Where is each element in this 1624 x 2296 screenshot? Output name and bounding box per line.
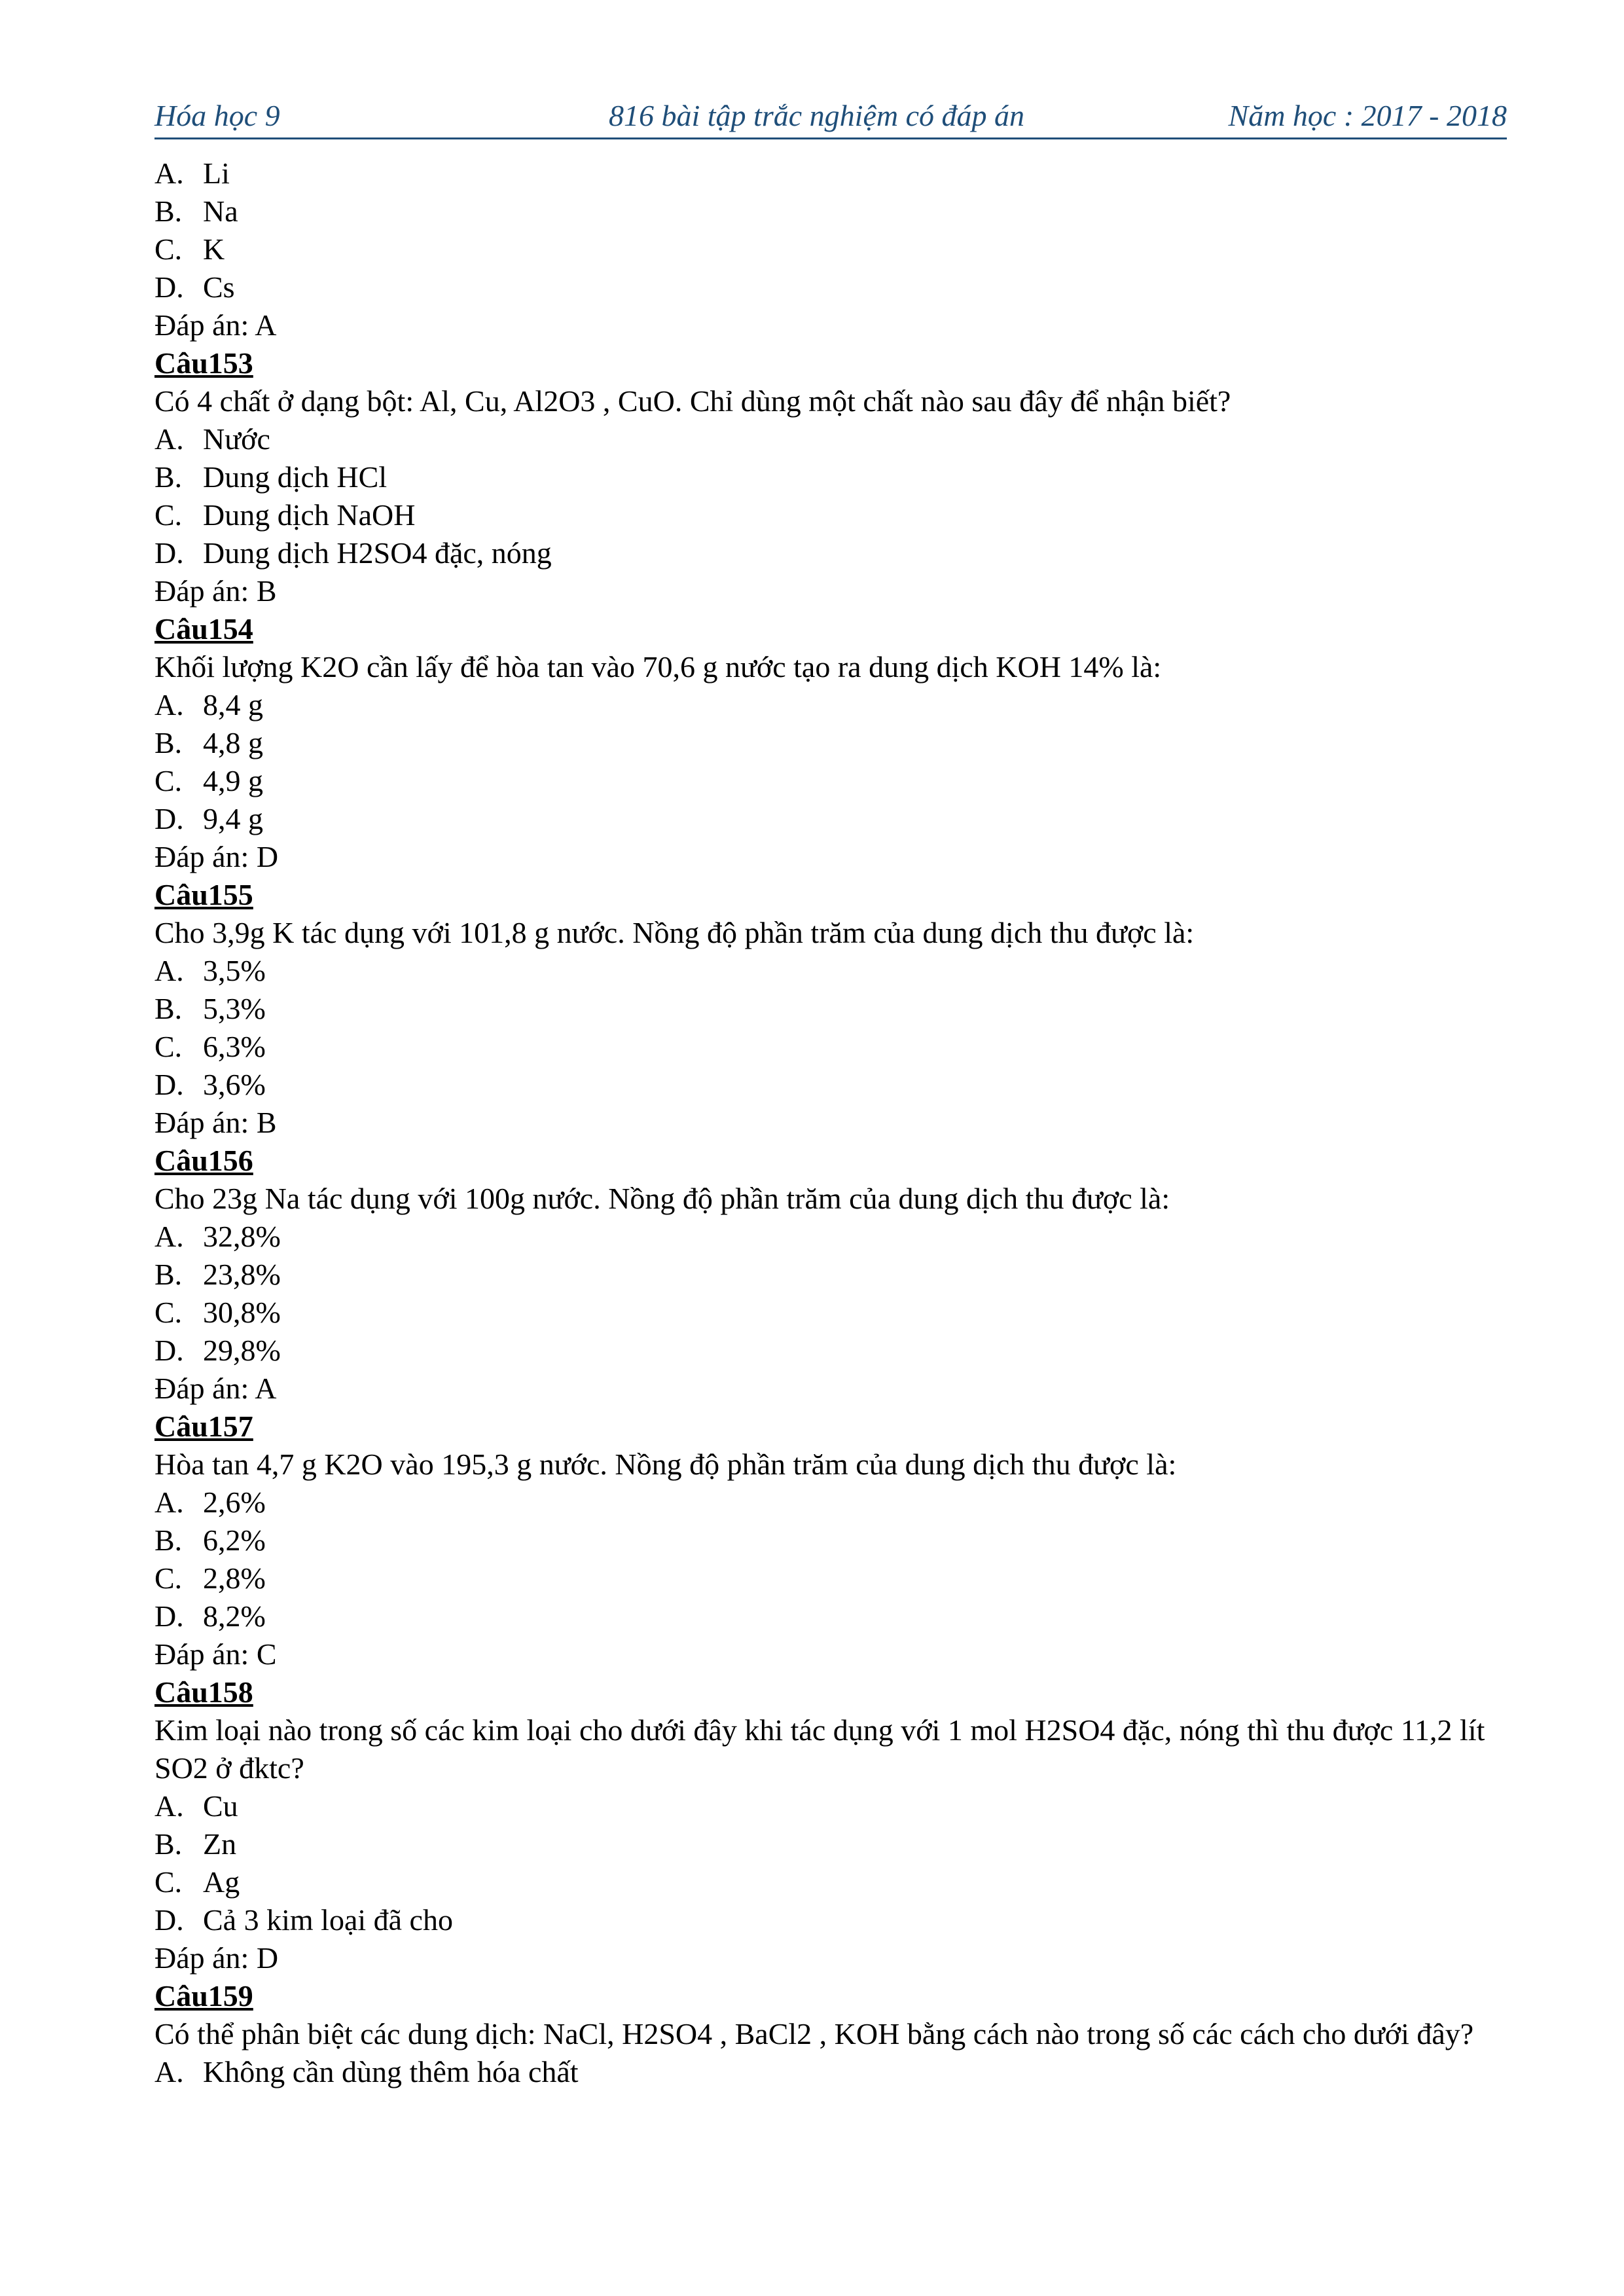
question-text: Cho 3,9g K tác dụng với 101,8 g nước. Nồng độ phần trăm của dung dịch thu được là: xyxy=(154,916,1195,949)
option-text: Cu xyxy=(203,1789,238,1823)
question-block-155 xyxy=(154,876,1507,1142)
answer-line: Đáp án: C xyxy=(154,1637,277,1671)
option-letter: B. xyxy=(154,194,183,228)
option-d xyxy=(154,1332,1507,1370)
question-label: Câu156 xyxy=(154,1144,253,1177)
question-block-154 xyxy=(154,610,1507,876)
option-c xyxy=(154,762,1507,800)
option-text: Cả 3 kim loại đã cho xyxy=(203,1903,453,1937)
option-text: 29,8% xyxy=(203,1334,281,1367)
question-block-156 xyxy=(154,1142,1507,1408)
option-letter: D. xyxy=(154,1334,184,1367)
question-label: Câu158 xyxy=(154,1675,253,1709)
option-letter: B. xyxy=(154,1523,183,1557)
option-d xyxy=(154,1066,1507,1104)
option-c xyxy=(154,496,1507,534)
option-b xyxy=(154,458,1507,496)
option-letter: A. xyxy=(154,1220,184,1253)
option-b xyxy=(154,724,1507,762)
option-c xyxy=(154,1863,1507,1901)
option-letter: C. xyxy=(154,498,183,532)
option-text: Dung dịch NaOH xyxy=(203,498,416,532)
option-text: 3,6% xyxy=(203,1068,266,1101)
option-text: 30,8% xyxy=(203,1296,281,1329)
option-b xyxy=(154,1256,1507,1294)
question-label: Câu155 xyxy=(154,878,253,911)
question-block-159 xyxy=(154,1977,1507,2091)
question-block-153 xyxy=(154,344,1507,610)
option-letter: C. xyxy=(154,1296,183,1329)
option-letter: C. xyxy=(154,764,183,797)
option-d xyxy=(154,1597,1507,1635)
option-text: K xyxy=(203,232,225,266)
option-text: 6,2% xyxy=(203,1523,266,1557)
option-text: Dung dịch H2SO4 đặc, nóng xyxy=(203,536,552,570)
option-text: 4,9 g xyxy=(203,764,263,797)
option-text: 8,4 g xyxy=(203,688,263,721)
option-letter: D. xyxy=(154,1068,184,1101)
question-text: Có 4 chất ở dạng bột: Al, Cu, Al2O3 , CuO. Chỉ dùng một chất nào sau đây để nhận biết? xyxy=(154,384,1231,418)
option-letter: C. xyxy=(154,1865,183,1899)
option-letter: A. xyxy=(154,2055,184,2088)
option-a xyxy=(154,155,1507,192)
option-letter: D. xyxy=(154,1599,184,1633)
answer-line: Đáp án: A xyxy=(154,1372,277,1405)
option-d xyxy=(154,1901,1507,1939)
option-letter: B. xyxy=(154,460,183,494)
option-text: 32,8% xyxy=(203,1220,281,1253)
question-text: Kim loại nào trong số các kim loại cho dưới đây khi tác dụng với 1 mol H2SO4 đặc, nóng thì thu được 11,2 lít SO2 ở đktc? xyxy=(154,1713,1485,1785)
question-label: Câu153 xyxy=(154,346,253,380)
option-b xyxy=(154,1825,1507,1863)
header-title: 816 bài tập trắc nghiệm có đáp án xyxy=(609,99,1024,132)
option-text: 8,2% xyxy=(203,1599,266,1633)
option-text: Không cần dùng thêm hóa chất xyxy=(203,2055,579,2088)
option-a xyxy=(154,952,1507,990)
option-text: 3,5% xyxy=(203,954,266,987)
page-header xyxy=(154,96,1507,139)
header-school-year: Năm học : 2017 - 2018 xyxy=(1228,99,1507,132)
option-letter: D. xyxy=(154,270,184,304)
option-letter: D. xyxy=(154,1903,184,1937)
option-b xyxy=(154,990,1507,1028)
option-text: 2,6% xyxy=(203,1485,266,1519)
option-d xyxy=(154,268,1507,306)
option-letter: C. xyxy=(154,1561,183,1595)
option-letter: A. xyxy=(154,1485,184,1519)
option-a xyxy=(154,1218,1507,1256)
question-block-prev xyxy=(154,155,1507,344)
option-letter: A. xyxy=(154,156,184,190)
option-text: 4,8 g xyxy=(203,726,263,759)
header-subject: Hóa học 9 xyxy=(154,99,280,132)
question-label: Câu159 xyxy=(154,1979,253,2013)
option-c xyxy=(154,1294,1507,1332)
option-text: 23,8% xyxy=(203,1258,281,1291)
option-letter: A. xyxy=(154,954,184,987)
question-text: Hòa tan 4,7 g K2O vào 195,3 g nước. Nồng độ phần trăm của dung dịch thu được là: xyxy=(154,1448,1177,1481)
option-c xyxy=(154,230,1507,268)
option-letter: B. xyxy=(154,992,183,1025)
answer-line: Đáp án: D xyxy=(154,1941,279,1975)
option-letter: A. xyxy=(154,422,184,456)
question-label: Câu154 xyxy=(154,612,253,646)
question-text: Cho 23g Na tác dụng với 100g nước. Nồng độ phần trăm của dung dịch thu được là: xyxy=(154,1182,1170,1215)
answer-line: Đáp án: B xyxy=(154,1106,277,1139)
option-letter: C. xyxy=(154,1030,183,1063)
option-c xyxy=(154,1559,1507,1597)
option-a xyxy=(154,2053,1507,2091)
option-a xyxy=(154,1787,1507,1825)
option-letter: B. xyxy=(154,1827,183,1861)
answer-line: Đáp án: B xyxy=(154,574,277,608)
option-letter: A. xyxy=(154,688,184,721)
option-letter: B. xyxy=(154,1258,183,1291)
option-letter: A. xyxy=(154,1789,184,1823)
option-text: 6,3% xyxy=(203,1030,266,1063)
option-text: Zn xyxy=(203,1827,237,1861)
option-c xyxy=(154,1028,1507,1066)
option-text: 5,3% xyxy=(203,992,266,1025)
option-letter: B. xyxy=(154,726,183,759)
question-label: Câu157 xyxy=(154,1410,253,1443)
option-letter: D. xyxy=(154,536,184,570)
document-body xyxy=(154,155,1507,2091)
option-b xyxy=(154,192,1507,230)
option-text: 2,8% xyxy=(203,1561,266,1595)
option-text: Li xyxy=(203,156,230,190)
question-block-158 xyxy=(154,1673,1507,1977)
question-block-157 xyxy=(154,1408,1507,1673)
option-letter: C. xyxy=(154,232,183,266)
option-letter: D. xyxy=(154,802,184,835)
option-text: 9,4 g xyxy=(203,802,263,835)
option-a xyxy=(154,1484,1507,1522)
option-text: Cs xyxy=(203,270,235,304)
option-a xyxy=(154,686,1507,724)
option-d xyxy=(154,534,1507,572)
option-text: Ag xyxy=(203,1865,240,1899)
option-text: Na xyxy=(203,194,238,228)
option-d xyxy=(154,800,1507,838)
option-b xyxy=(154,1522,1507,1559)
option-text: Dung dịch HCl xyxy=(203,460,388,494)
option-text: Nước xyxy=(203,422,270,456)
answer-line: Đáp án: D xyxy=(154,840,279,873)
question-text: Khối lượng K2O cần lấy để hòa tan vào 70,6 g nước tạo ra dung dịch KOH 14% là: xyxy=(154,650,1162,683)
option-a xyxy=(154,420,1507,458)
answer-line: Đáp án: A xyxy=(154,308,277,342)
question-text: Có thể phân biệt các dung dịch: NaCl, H2SO4 , BaCl2 , KOH bằng cách nào trong số các cách cho dưới đây? xyxy=(154,2017,1474,2050)
